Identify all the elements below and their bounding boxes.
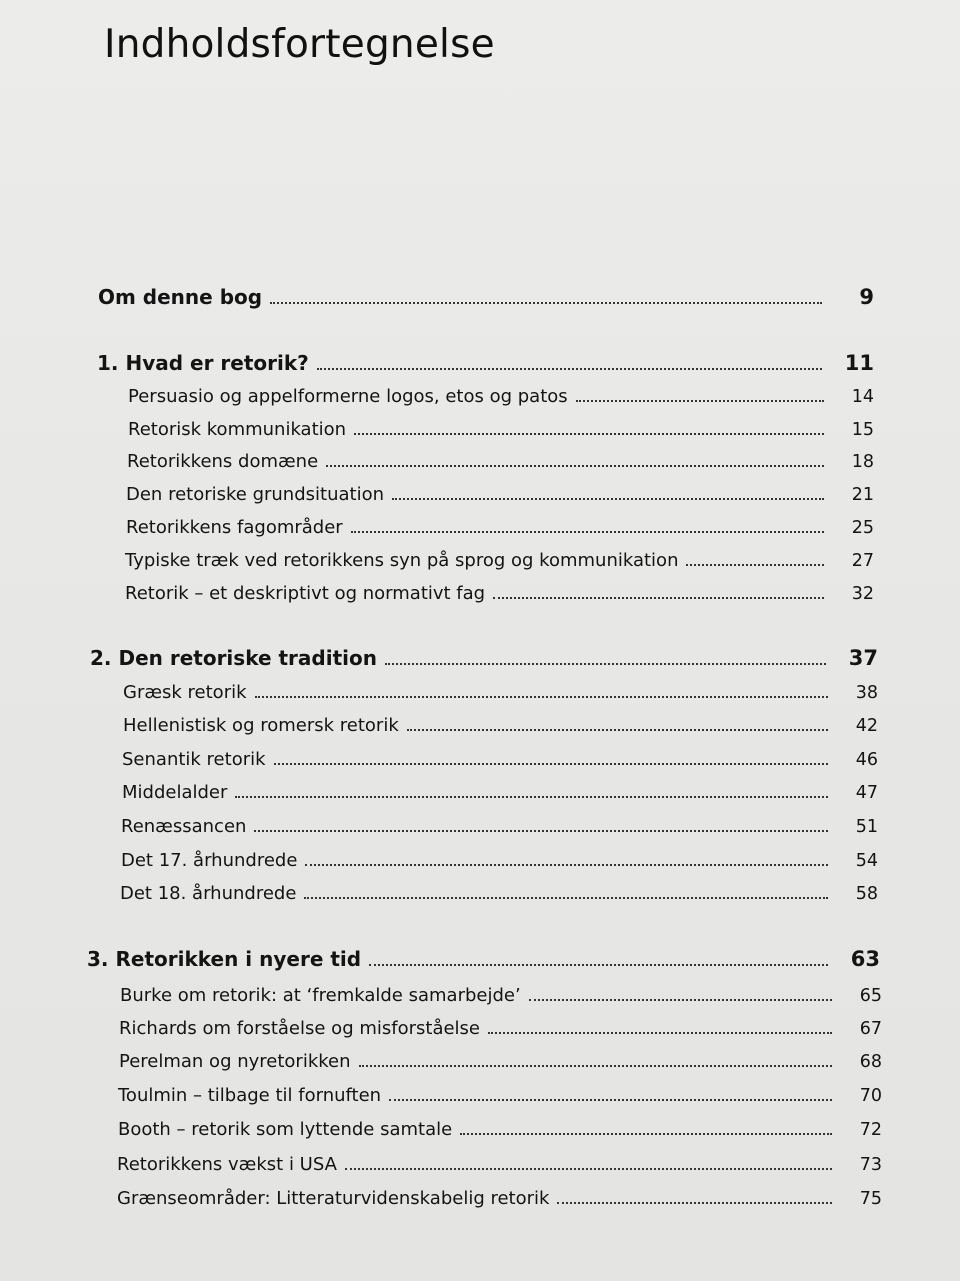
toc-subsection <box>117 1184 882 1209</box>
dot-leader <box>576 382 824 402</box>
dot-leader <box>345 1150 832 1170</box>
dot-leader <box>317 348 822 370</box>
dot-leader <box>326 447 824 467</box>
toc-entry-title: Booth – retorik som lyttende samtale <box>118 1119 453 1140</box>
toc-subsection <box>123 678 878 703</box>
toc-entry-title: Retorikkens fagområder <box>126 517 343 538</box>
toc-entry-title: Hellenistisk og romersk retorik <box>123 715 399 736</box>
toc-entry-page: 27 <box>851 551 874 571</box>
toc-entry-page: 72 <box>859 1120 882 1140</box>
toc-entry-title: Den retoriske grundsituation <box>126 484 384 505</box>
toc-entry-page: 14 <box>851 387 874 407</box>
toc-entry-page: 68 <box>859 1052 882 1072</box>
dot-leader <box>359 1047 832 1067</box>
toc-subsection <box>120 879 878 904</box>
toc-subsection <box>120 981 882 1006</box>
toc-entry-page: 65 <box>859 986 882 1006</box>
toc-subsection <box>126 480 874 505</box>
toc-entry-page: 46 <box>855 750 878 770</box>
toc-entry-title: Retorik – et deskriptivt og normativt fag <box>125 583 486 604</box>
dot-leader <box>254 812 828 832</box>
toc-subsection <box>125 546 874 571</box>
toc-entry-page: 51 <box>855 817 878 837</box>
toc-subsection <box>119 1014 882 1039</box>
toc-subsection <box>126 513 874 538</box>
toc-entry-title: Retorisk kommunikation <box>128 419 347 440</box>
dot-leader <box>235 778 828 798</box>
toc-entry-page: 67 <box>859 1019 882 1039</box>
toc-entry-page: 75 <box>859 1189 882 1209</box>
toc-entry-title: Middelalder <box>122 782 228 803</box>
toc-entry-title: Renæssancen <box>121 816 247 837</box>
toc-subsection <box>128 382 874 407</box>
dot-leader <box>557 1184 832 1204</box>
toc-subsection <box>122 745 878 770</box>
toc-subsection <box>127 447 874 472</box>
toc-entry-title: Perelman og nyretorikken <box>119 1051 351 1072</box>
toc-entry-title: Persuasio og appelformerne logos, etos og patos <box>128 386 568 407</box>
toc-entry-page: 18 <box>851 452 874 472</box>
toc-entry-title: Det 18. århundrede <box>120 883 297 904</box>
toc-entry-page: 37 <box>848 646 878 670</box>
dot-leader <box>351 513 824 533</box>
toc-entry-page: 32 <box>851 584 874 604</box>
dot-leader <box>270 282 822 304</box>
toc-subsection <box>118 1081 882 1106</box>
dot-leader <box>529 981 832 1001</box>
toc-subsection <box>123 711 878 736</box>
toc-entry-page: 42 <box>855 716 878 736</box>
toc-entry-page: 63 <box>850 947 880 971</box>
toc-chapter-3 <box>87 944 880 971</box>
toc-entry-title: Om denne bog <box>98 285 263 309</box>
toc-entry-page: 70 <box>859 1086 882 1106</box>
toc-subsection <box>128 415 874 440</box>
toc-entry-title: Det 17. århundrede <box>121 850 298 871</box>
toc-entry-page: 11 <box>844 351 874 375</box>
toc-subsection <box>118 1115 882 1140</box>
toc-chapter-2 <box>90 643 878 670</box>
toc-entry-title: Græsk retorik <box>123 682 247 703</box>
toc-entry-title: Retorikkens domæne <box>127 451 319 472</box>
toc-entry-title: 2. Den retoriske tradition <box>90 646 377 670</box>
toc-chapter-intro <box>98 282 874 309</box>
toc-entry-page: 47 <box>855 783 878 803</box>
toc-entry-title: Typiske træk ved retorikkens syn på sprog og kommunikation <box>125 550 679 571</box>
toc-entry-page: 38 <box>855 683 878 703</box>
toc-subsection <box>121 812 878 837</box>
toc-entry-page: 58 <box>855 884 878 904</box>
dot-leader <box>369 944 828 966</box>
dot-leader <box>385 643 826 665</box>
dot-leader <box>304 879 828 899</box>
dot-leader <box>255 678 828 698</box>
toc-entry-page: 15 <box>851 420 874 440</box>
toc-subsection <box>117 1150 882 1175</box>
dot-leader <box>686 546 824 566</box>
toc-entry-title: Toulmin – tilbage til fornuften <box>118 1085 382 1106</box>
toc-entry-title: Retorikkens vækst i USA <box>117 1154 337 1175</box>
toc-entry-title: 1. Hvad er retorik? <box>97 351 309 375</box>
dot-leader <box>493 579 824 599</box>
toc-entry-page: 21 <box>851 485 874 505</box>
toc-entry-title: 3. Retorikken i nyere tid <box>87 947 362 971</box>
dot-leader <box>460 1115 832 1135</box>
toc-entry-title: Senantik retorik <box>122 749 266 770</box>
dot-leader <box>392 480 824 500</box>
toc-entry-page: 25 <box>851 518 874 538</box>
toc-entry-title: Grænseområder: Litteraturvidenskabelig retorik <box>117 1188 550 1209</box>
toc-entry-page: 73 <box>859 1155 882 1175</box>
toc-subsection <box>121 846 878 871</box>
dot-leader <box>488 1014 832 1034</box>
dot-leader <box>305 846 828 866</box>
dot-leader <box>354 415 824 435</box>
dot-leader <box>389 1081 832 1101</box>
dot-leader <box>274 745 828 765</box>
toc-entry-title: Burke om retorik: at ‘fremkalde samarbejde’ <box>120 985 521 1006</box>
toc-entry-page: 9 <box>859 285 874 309</box>
toc-entry-title: Richards om forståelse og misforståelse <box>119 1018 481 1039</box>
page-title: Indholdsfortegnelse <box>104 22 495 67</box>
toc-subsection <box>125 579 874 604</box>
dot-leader <box>407 711 828 731</box>
toc-subsection <box>122 778 878 803</box>
toc-chapter-1 <box>97 348 874 375</box>
toc-entry-page: 54 <box>855 851 878 871</box>
toc-subsection <box>119 1047 882 1072</box>
